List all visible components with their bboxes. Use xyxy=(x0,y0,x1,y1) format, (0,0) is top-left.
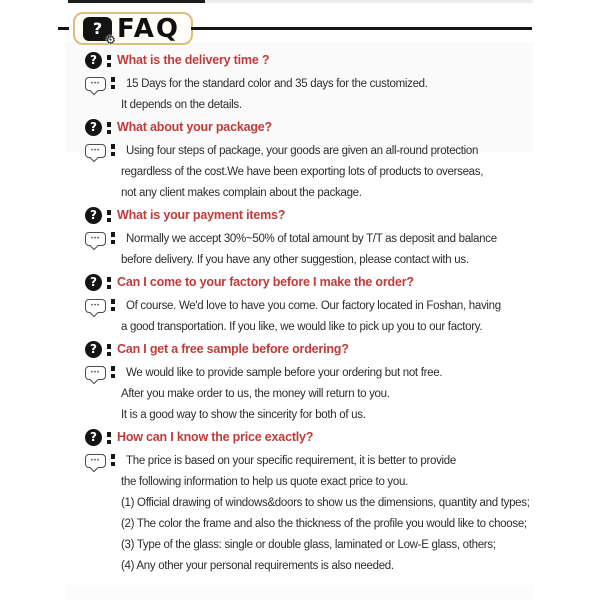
colon-separator-icon xyxy=(107,344,111,356)
bubble-dots: ••• xyxy=(90,148,101,154)
answer-line: not any client makes complain about the package. xyxy=(121,187,362,199)
faq-list xyxy=(85,52,545,580)
answer-line: a good transportation. If you like, we would like to pick up you to our factory. xyxy=(121,321,483,333)
chat-bubble-icon xyxy=(85,144,106,158)
question-text: What is the delivery time ? xyxy=(117,53,270,67)
answer-line: It is a good way to show the sincerity for both of us. xyxy=(121,409,366,421)
faq-answer xyxy=(85,363,545,426)
answer-line: the following information to help us quote exact price to you. xyxy=(121,476,408,488)
faq-answer xyxy=(85,141,545,204)
answer-line: (2) The color the frame and also the thickness of the profile you would like to choose; xyxy=(121,518,527,530)
colon-separator-icon xyxy=(107,55,111,67)
question-circle-icon: ? xyxy=(85,274,102,291)
colon-separator-icon xyxy=(107,122,111,134)
question-text: What is your payment items? xyxy=(117,208,286,222)
bottom-shade xyxy=(65,585,533,600)
answer-text xyxy=(121,363,442,426)
question-circle-icon: ? xyxy=(85,207,102,224)
top-crop-bar-dark xyxy=(68,0,205,3)
answer-line: (3) Type of the glass: single or double glass, laminated or Low-E glass, others; xyxy=(121,539,496,551)
answer-line: (1) Official drawing of windows&doors to show us the dimensions, quantity and types; xyxy=(121,497,530,509)
faq-answer xyxy=(85,74,545,116)
answer-line: It depends on the details. xyxy=(121,99,242,111)
answer-text xyxy=(121,141,483,204)
faq-question xyxy=(85,207,545,224)
colon-separator-icon xyxy=(111,299,115,311)
question-circle-icon: ? xyxy=(85,52,102,69)
colon-separator-icon xyxy=(111,232,115,244)
question-circle-icon: ? xyxy=(85,341,102,358)
chat-bubble-icon xyxy=(85,454,106,468)
answer-line: Of course. We'd love to have you come. Our factory located in Foshan, having xyxy=(126,300,501,312)
faq-question xyxy=(85,119,545,136)
faq-badge xyxy=(73,12,193,45)
chat-bubble-icon xyxy=(85,232,106,246)
answer-text xyxy=(121,296,501,338)
answer-line: regardless of the cost.We have been exporting lots of products to overseas, xyxy=(121,166,484,178)
answer-line: 15 Days for the standard color and 35 days for the customized. xyxy=(126,78,428,90)
question-text: What about your package? xyxy=(117,120,272,134)
faq-question xyxy=(85,52,545,69)
bubble-dots: ••• xyxy=(90,81,101,87)
bubble-dots: ••• xyxy=(90,458,101,464)
faq-bubble-question-mark: ? xyxy=(92,18,103,38)
answer-text xyxy=(121,451,530,577)
faq-answer xyxy=(85,296,545,338)
faq-question xyxy=(85,429,545,446)
answer-text xyxy=(121,229,497,271)
header-line-right xyxy=(191,27,532,30)
faq-question xyxy=(85,274,545,291)
gear-icon: ⚙ xyxy=(105,32,116,47)
bubble-dots: ••• xyxy=(90,236,101,242)
answer-line: Using four steps of package, your goods are given an all-round protection xyxy=(126,145,479,157)
answer-line: We would like to provide sample before your ordering but not free. xyxy=(126,367,443,379)
bubble-dots: ••• xyxy=(90,303,101,309)
faq-title: FAQ xyxy=(117,13,181,44)
colon-separator-icon xyxy=(111,454,115,466)
colon-separator-icon xyxy=(111,144,115,156)
question-text: How can I know the price exactly? xyxy=(117,430,314,444)
faq-answer xyxy=(85,451,545,577)
chat-bubble-icon xyxy=(85,77,106,91)
question-circle-icon: ? xyxy=(85,429,102,446)
header-line-left xyxy=(58,27,69,30)
question-circle-icon: ? xyxy=(85,119,102,136)
answer-text xyxy=(121,74,428,116)
faq-question xyxy=(85,341,545,358)
chat-bubble-icon xyxy=(85,299,106,313)
question-text: Can I get a free sample before ordering? xyxy=(117,342,349,356)
top-crop-bar-light xyxy=(205,0,533,3)
colon-separator-icon xyxy=(111,77,115,89)
colon-separator-icon xyxy=(111,366,115,378)
colon-separator-icon xyxy=(107,210,111,222)
faq-answer xyxy=(85,229,545,271)
answer-line: The price is based on your specific requirement, it is better to provide xyxy=(126,455,456,467)
faq-bubble-icon xyxy=(83,17,116,47)
colon-separator-icon xyxy=(107,432,111,444)
answer-line: before delivery. If you have any other suggestion, please contact with us. xyxy=(121,254,469,266)
colon-separator-icon xyxy=(107,277,111,289)
answer-line: Normally we accept 30%~50% of total amount by T/T as deposit and balance xyxy=(126,233,497,245)
chat-bubble-icon xyxy=(85,366,106,380)
question-text: Can I come to your factory before I make the order? xyxy=(117,275,414,289)
bubble-dots: ••• xyxy=(90,370,101,376)
answer-line: (4) Any other your personal requirements is also needed. xyxy=(121,560,394,572)
answer-line: After you make order to us, the money will return to you. xyxy=(121,388,390,400)
